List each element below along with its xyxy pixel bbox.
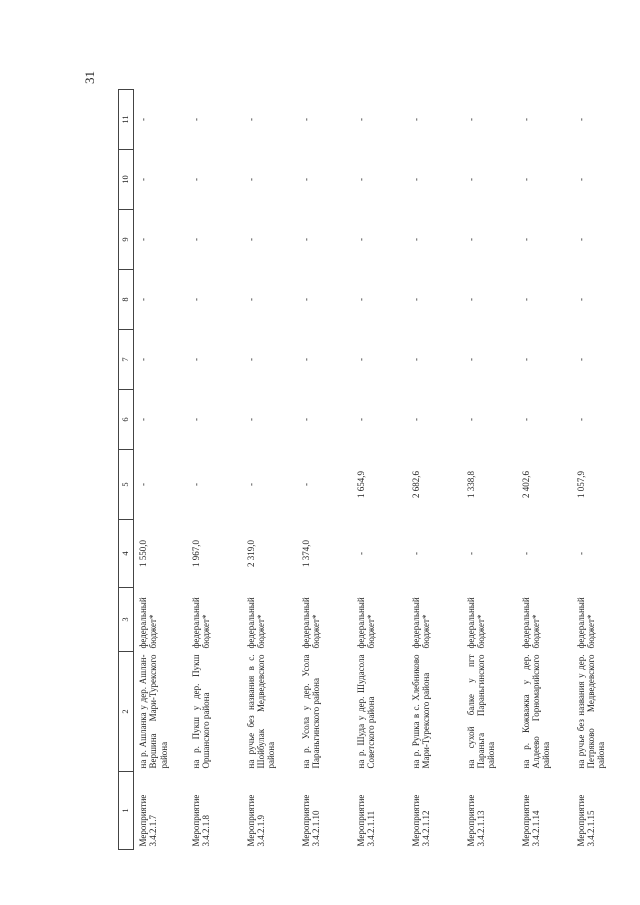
header-cell: 2 (119, 652, 134, 772)
header-cell: 11 (119, 90, 134, 150)
event-cell: Мероприятие 3.4.2.1.10 (300, 794, 321, 847)
value-cell: - (190, 298, 201, 301)
table-row (519, 90, 574, 850)
header-cell: 8 (119, 270, 134, 330)
header-cell: 4 (119, 520, 134, 588)
value-cell: - (520, 358, 531, 361)
value-cell: 2 682,6 (410, 471, 421, 498)
object-cell: на ручье без названия в с. Шойбулак Медведевского района (245, 654, 277, 769)
object-cell: на р. Пукш у дер. Пукш Оршанского района (190, 654, 211, 769)
event-cell: Мероприятие 3.4.2.1.7 (138, 794, 159, 847)
value-cell: 2 319,0 (245, 540, 256, 567)
value-cell: - (190, 118, 201, 121)
value-cell: - (410, 118, 421, 121)
source-cell: федеральный бюджет* (410, 597, 431, 649)
header-cell: 5 (119, 450, 134, 520)
value-cell: - (300, 358, 311, 361)
value-cell: - (190, 238, 201, 241)
value-cell: - (138, 178, 148, 181)
value-cell: - (355, 178, 366, 181)
event-cell: Мероприятие 3.4.2.1.13 (465, 794, 486, 847)
value-cell: - (520, 238, 531, 241)
table-body (134, 90, 629, 850)
value-cell: - (245, 483, 256, 486)
value-cell: - (410, 178, 421, 181)
value-cell: - (465, 552, 476, 555)
value-cell: 1 057,9 (575, 471, 586, 498)
value-cell: - (190, 483, 201, 486)
source-cell: федеральный бюджет* (300, 597, 321, 649)
value-cell: - (465, 178, 476, 181)
value-cell: - (245, 358, 256, 361)
value-cell: - (575, 298, 586, 301)
value-cell: - (300, 178, 311, 181)
header-cell: 10 (119, 150, 134, 210)
value-cell: - (190, 178, 201, 181)
object-cell: на р. Шуда у дер. Шудасола Советского района (355, 654, 376, 769)
value-cell: - (465, 238, 476, 241)
value-cell: - (410, 358, 421, 361)
value-cell: - (190, 418, 201, 421)
value-cell: 1 967,0 (190, 540, 201, 567)
value-cell: - (410, 552, 421, 555)
value-cell: - (355, 418, 366, 421)
table-row (574, 90, 629, 850)
value-cell: - (520, 178, 531, 181)
value-cell: - (575, 552, 586, 555)
event-cell: Мероприятие 3.4.2.1.11 (355, 794, 376, 847)
header-cell: 3 (119, 588, 134, 652)
table-row (464, 90, 519, 850)
value-cell: - (138, 298, 148, 301)
source-cell: федеральный бюджет* (138, 597, 159, 649)
value-cell: 2 402,6 (520, 471, 531, 498)
value-cell: - (138, 483, 148, 486)
value-cell: - (410, 298, 421, 301)
table-row (409, 90, 464, 850)
table-header (119, 90, 134, 850)
value-cell: - (245, 178, 256, 181)
object-cell: на р. Ашланка у дер. Ашлан-Вершина Мари-Турекского района (138, 654, 169, 769)
value-cell: - (355, 358, 366, 361)
object-cell: на сухой балке у пгт Параньга Параньгинского района (465, 654, 497, 769)
value-cell: - (245, 298, 256, 301)
source-cell: федеральный бюджет* (190, 597, 211, 649)
table-row (134, 90, 189, 850)
value-cell: - (245, 118, 256, 121)
value-cell: - (410, 418, 421, 421)
source-cell: федеральный бюджет* (355, 597, 376, 649)
object-cell: на р. Рушка в с. Хлебниково Мари-Турекского района (410, 654, 431, 769)
value-cell: - (300, 418, 311, 421)
source-cell: федеральный бюджет* (520, 597, 541, 649)
value-cell: - (575, 238, 586, 241)
header-cell: 1 (119, 772, 134, 850)
source-cell: федеральный бюджет* (575, 597, 596, 649)
value-cell: - (300, 483, 311, 486)
value-cell: - (520, 118, 531, 121)
value-cell: - (138, 118, 148, 121)
table-row (189, 90, 244, 850)
value-cell: - (465, 118, 476, 121)
value-cell: 1 338,8 (465, 471, 476, 498)
object-cell: на ручье без названия у дер. Петряково Медведевского района (575, 654, 607, 769)
value-cell: - (245, 238, 256, 241)
object-cell: на р. Кожважка у дер. Алдеево Горномарийского района (520, 654, 552, 769)
value-cell: - (410, 238, 421, 241)
rotated-table-container (118, 90, 607, 850)
value-cell: - (190, 358, 201, 361)
value-cell: - (520, 552, 531, 555)
header-cell: 6 (119, 390, 134, 450)
value-cell: - (300, 238, 311, 241)
value-cell: - (355, 298, 366, 301)
value-cell: - (575, 418, 586, 421)
event-cell: Мероприятие 3.4.2.1.8 (190, 794, 211, 847)
event-cell: Мероприятие 3.4.2.1.9 (245, 794, 266, 847)
value-cell: - (520, 418, 531, 421)
header-cell: 9 (119, 210, 134, 270)
value-cell: - (138, 418, 148, 421)
table-row (244, 90, 299, 850)
page-number: 31 (82, 71, 97, 84)
value-cell: - (575, 118, 586, 121)
event-cell: Мероприятие 3.4.2.1.12 (410, 794, 431, 847)
value-cell: - (355, 118, 366, 121)
event-cell: Мероприятие 3.4.2.1.14 (520, 794, 541, 847)
table-row (299, 90, 354, 850)
funding-table (118, 89, 629, 850)
value-cell: - (355, 238, 366, 241)
value-cell: 1 374,0 (300, 540, 311, 567)
value-cell: - (575, 178, 586, 181)
value-cell: - (245, 418, 256, 421)
header-cell: 7 (119, 330, 134, 390)
value-cell: - (138, 238, 148, 241)
value-cell: - (355, 552, 366, 555)
value-cell: - (465, 358, 476, 361)
value-cell: - (300, 298, 311, 301)
table-row (354, 90, 409, 850)
value-cell: - (138, 358, 148, 361)
value-cell: - (300, 118, 311, 121)
value-cell: - (575, 358, 586, 361)
value-cell: - (520, 298, 531, 301)
source-cell: федеральный бюджет* (245, 597, 266, 649)
value-cell: 1 550,0 (138, 540, 148, 567)
source-cell: федеральный бюджет* (465, 597, 486, 649)
header-row (119, 90, 134, 850)
value-cell: - (465, 298, 476, 301)
value-cell: 1 654,9 (355, 471, 366, 498)
event-cell: Мероприятие 3.4.2.1.15 (575, 794, 596, 847)
object-cell: на р. Усола у дер. Усола Параньгинского района (300, 654, 321, 769)
value-cell: - (465, 418, 476, 421)
